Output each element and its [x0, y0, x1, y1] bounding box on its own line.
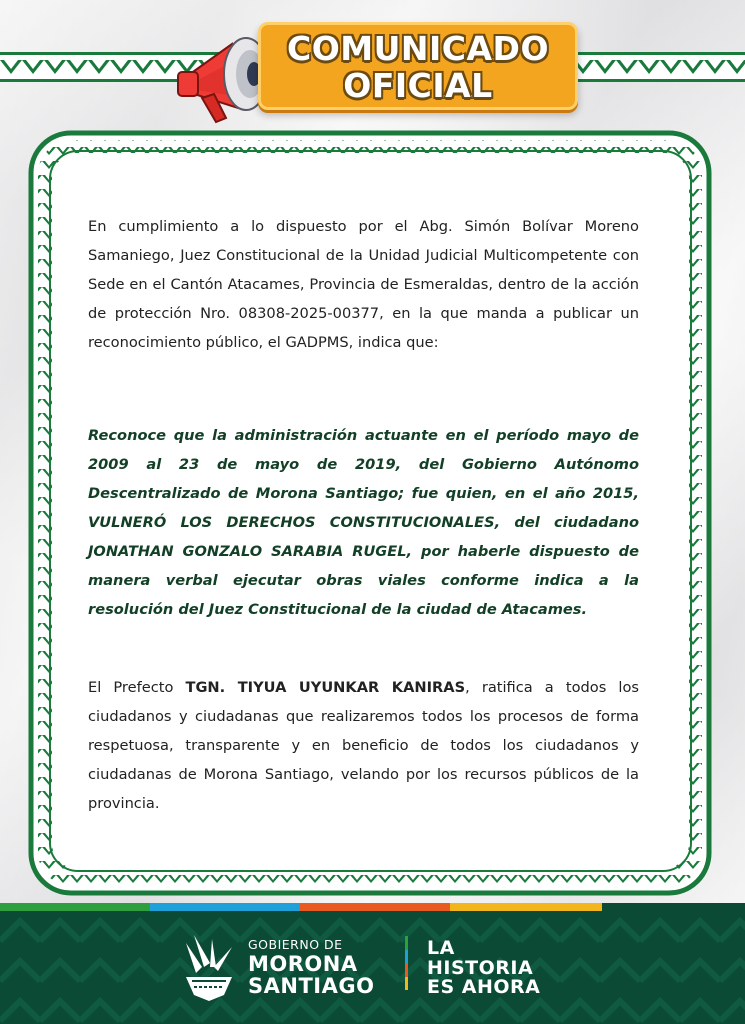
slogan-line-3: ES AHORA	[427, 976, 541, 998]
slogan	[427, 939, 540, 998]
gov-name-line-2: SANTIAGO	[248, 974, 375, 998]
prefect-prefix: El Prefecto	[88, 679, 186, 696]
title-line-2: OFICIAL	[343, 66, 493, 105]
gov-name	[248, 953, 374, 997]
header-badge	[258, 22, 578, 110]
prefect-statement: , ratifica a todos los ciudadanos y ciudadanas que realizaremos todos los procesos de forma respetuosa, transparente y en beneficio de todos los ciudadanos y ciudadanas de Morona Santiago, velando por los recursos públicos de la provincia.	[88, 679, 639, 812]
paragraph-intro: En cumplimiento a lo dispuesto por el Abg. Simón Bolívar Moreno Samaniego, Juez Constitucional de la Unidad Judicial Multicompetente con Sede en el Cantón Atacames, Provincia de Esmeraldas, dentro de la acción de protección Nro. 08308-2025-00377, en la que manda a publicar un reconocimiento público, el GADPMS, indica que:	[88, 218, 639, 351]
gadpms-leaf-logo-icon	[182, 933, 236, 1003]
footer-divider	[405, 936, 408, 990]
paragraph-prefect	[88, 673, 639, 818]
title-line-1: COMUNICADO	[286, 29, 549, 68]
gov-name-line-1: MORONA	[248, 952, 358, 976]
gov-label: GOBIERNO DE	[248, 937, 343, 952]
prefect-name: TGN. TIYUA UYUNKAR KANIRAS	[185, 679, 466, 696]
footer-color-bar	[0, 903, 745, 911]
slogan-line-1: LA	[427, 937, 455, 959]
paragraph-recognition: Reconoce que la administración actuante en el período mayo de 2009 al 23 de mayo de 2019, del Gobierno Autónomo Descentralizado de Morona Santiago; fue quien, en el año 2015, VULNERÓ LOS DERECHOS CONSTITUCIONALES, del ciudadano JONATHAN GONZALO SARABIA RUGEL, por haberle dispuesto de manera verbal ejecutar obras viales conforme indica a la resolución del Juez Constitucional de la ciudad de Atacames.	[88, 427, 639, 618]
slogan-line-2: HISTORIA	[427, 956, 534, 979]
